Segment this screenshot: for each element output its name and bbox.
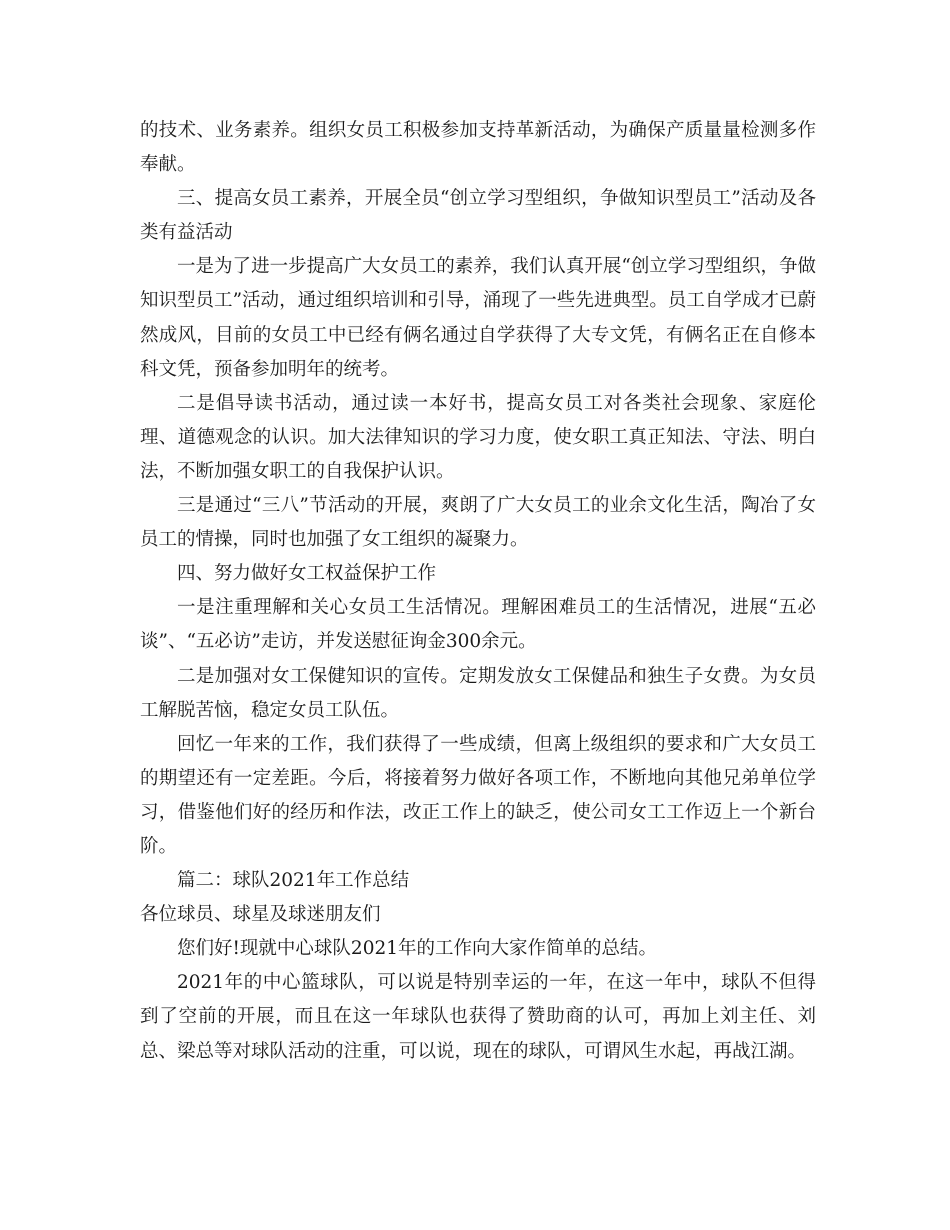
salutation: 各位球员、球星及球迷朋友们 bbox=[140, 904, 381, 926]
paragraph-5: 三是通过“三八”节活动的开展，爽朗了广大女员工的业余文化生活，陶冶了女员工的情操，同时也加强了女工组织的凝聚力。 bbox=[140, 495, 816, 551]
section-heading-3: 三、提高女员工素养，开展全员“创立学习型组织，争做知识型员工”活动及各类有益活动 bbox=[140, 188, 816, 244]
paragraph-3: 一是为了进一步提高广大女员工的素养，我们认真开展“创立学习型组织，争做知识型员工”活动，通过组织培训和引导，涌现了一些先进典型。员工自学成才已蔚然成风，目前的女员工中已经有俩名通过自学获得了大专文凭，有俩名正在自修本科文凭，预备参加明年的统考。 bbox=[140, 256, 816, 380]
paragraph-9: 回忆一年来的工作，我们获得了一些成绩，但离上级组织的要求和广大女员工的期望还有一定差距。今后，将接着努力做好各项工作，不断地向其他兄弟单位学习，借鉴他们好的经历和作法，改正工作上的缺乏，使公司女工工作迈上一个新台阶。 bbox=[140, 733, 816, 857]
paragraph-13: 2021年的中心篮球队，可以说是特别幸运的一年，在这一年中，球队不但得到了空前的开展，而且在这一年球队也获得了赞助商的认可，再加上刘主任、刘总、梁总等对球队活动的注重，可以说，现在的球队，可谓风生水起，再战江湖。 bbox=[140, 972, 816, 1062]
paragraph-12: 您们好!现就中心球队2021年的工作向大家作简单的总结。 bbox=[177, 938, 658, 960]
section-heading-4: 四、努力做好女工权益保护工作 bbox=[177, 563, 437, 585]
paragraph-4: 二是倡导读书活动，通过读一本好书，提高女员工对各类社会现象、家庭伦理、道德观念的认识。加大法律知识的学习力度，使女职工真正知法、守法、明白法，不断加强女职工的自我保护认识。 bbox=[140, 392, 816, 482]
paragraph-8: 二是加强对女工保健知识的宣传。定期发放女工保健品和独生子女费。为女员工解脱苦恼，稳定女员工队伍。 bbox=[140, 665, 816, 721]
article-title-2: 篇二：球队2021年工作总结 bbox=[177, 870, 410, 892]
paragraph-1: 的技术、业务素养。组织女员工积极参加支持革新活动，为确保产质量量检测多作奉献。 bbox=[140, 120, 816, 176]
paragraph-7: 一是注重理解和关心女员工生活情况。理解困难员工的生活情况，进展“五必谈”、“五必访”走访，并发送慰征询金300余元。 bbox=[140, 597, 816, 653]
document-page bbox=[140, 114, 816, 1069]
